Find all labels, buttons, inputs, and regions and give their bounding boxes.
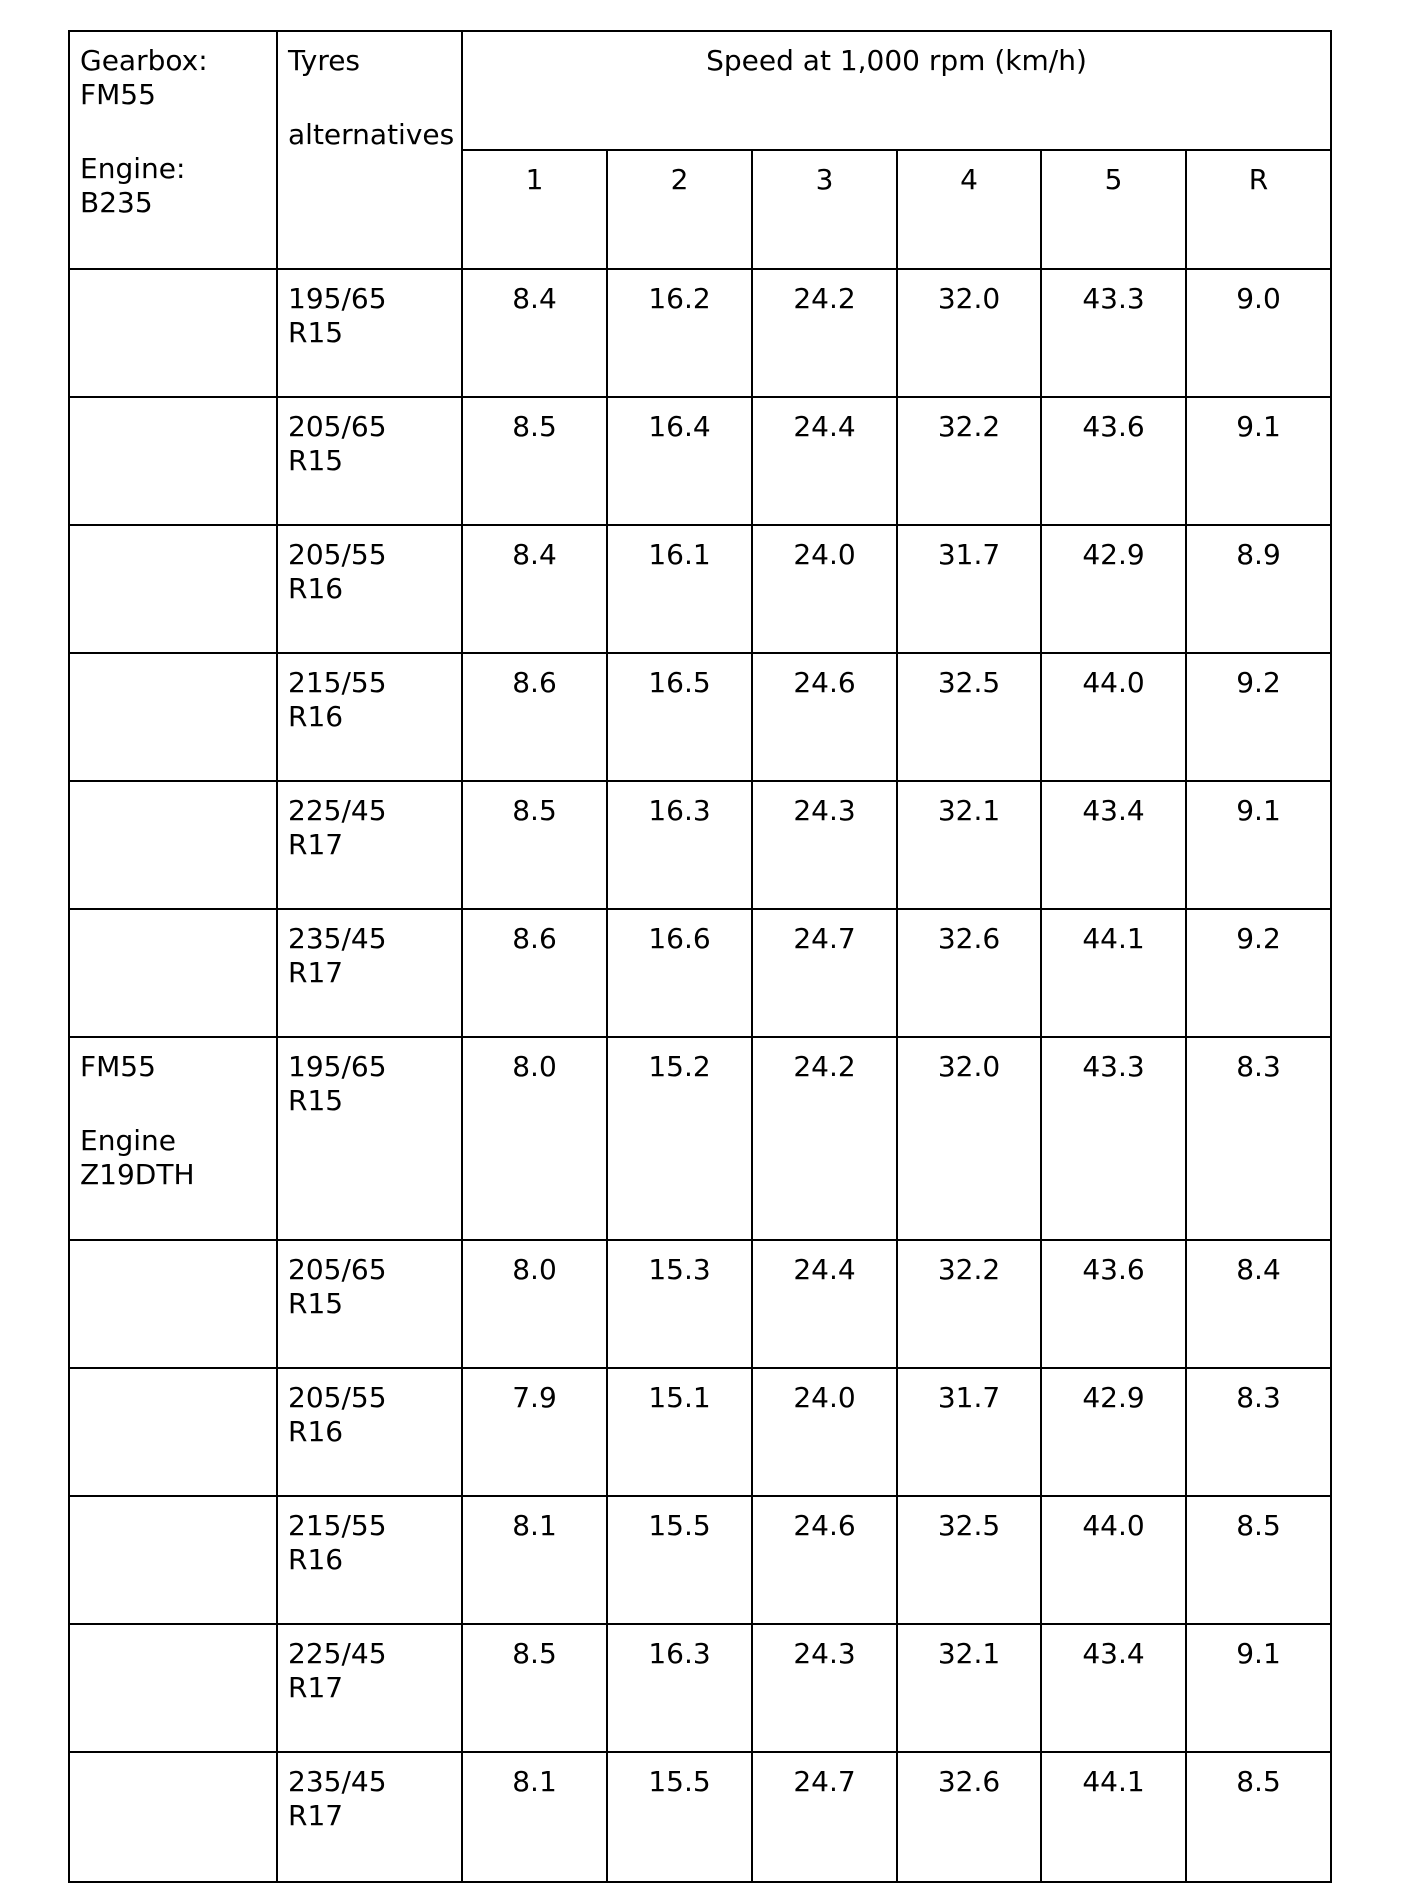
gearbox-engine-cell	[69, 1240, 277, 1368]
speed-gear-3: 24.4	[752, 397, 897, 525]
gear-header-r: R	[1186, 150, 1331, 269]
speed-gear-r: 8.5	[1186, 1496, 1331, 1624]
speed-gear-r: 9.1	[1186, 397, 1331, 525]
tyre-cell	[277, 269, 462, 397]
speed-gear-5: 44.0	[1041, 653, 1186, 781]
tyre-cell	[277, 909, 462, 1037]
tyres-header	[277, 31, 462, 269]
speed-gear-2: 16.3	[607, 781, 752, 909]
tyre-rim: R16	[288, 700, 344, 733]
speed-gear-r: 8.5	[1186, 1752, 1331, 1882]
tyre-size: 215/55	[288, 1509, 387, 1542]
tyre-size: 225/45	[288, 1637, 387, 1670]
speed-header: Speed at 1,000 rpm (km/h)	[462, 31, 1331, 150]
speed-gear-1: 8.0	[462, 1037, 607, 1240]
gearbox-engine-cell	[69, 269, 277, 397]
speed-gear-4: 32.2	[897, 1240, 1041, 1368]
speed-gear-1: 8.5	[462, 1624, 607, 1752]
table-row	[69, 397, 1331, 525]
speed-gear-3: 24.4	[752, 1240, 897, 1368]
table-row	[69, 781, 1331, 909]
tyre-cell	[277, 1496, 462, 1624]
tyre-cell	[277, 397, 462, 525]
tyre-rim: R15	[288, 316, 344, 349]
speed-gear-5: 43.4	[1041, 781, 1186, 909]
speed-gear-r: 8.4	[1186, 1240, 1331, 1368]
table-row	[69, 1240, 1331, 1368]
tyre-rim: R17	[288, 956, 344, 989]
speed-gear-3: 24.2	[752, 1037, 897, 1240]
gearbox-engine-cell	[69, 1752, 277, 1882]
tyre-rim: R17	[288, 1671, 344, 1704]
speed-gear-2: 16.1	[607, 525, 752, 653]
speed-gear-r: 9.1	[1186, 781, 1331, 909]
gearbox-engine-cell	[69, 397, 277, 525]
speed-gear-3: 24.3	[752, 781, 897, 909]
header-row	[69, 31, 1331, 150]
header-engine-label: Engine:	[80, 152, 186, 185]
table-row	[69, 525, 1331, 653]
tyre-rim: R17	[288, 1799, 344, 1832]
speed-gear-2: 15.5	[607, 1496, 752, 1624]
speed-gear-5: 43.4	[1041, 1624, 1186, 1752]
speed-gear-2: 15.2	[607, 1037, 752, 1240]
tyre-rim: R17	[288, 828, 344, 861]
gearbox-engine-cell	[69, 909, 277, 1037]
speed-gear-2: 16.3	[607, 1624, 752, 1752]
tyre-cell	[277, 653, 462, 781]
tyre-size: 205/65	[288, 1253, 387, 1286]
speed-gear-1: 8.1	[462, 1752, 607, 1882]
speed-gear-5: 43.6	[1041, 1240, 1186, 1368]
speed-gear-2: 15.3	[607, 1240, 752, 1368]
gear-header-4: 4	[897, 150, 1041, 269]
tyre-cell	[277, 525, 462, 653]
engine-value: Z19DTH	[80, 1158, 195, 1191]
table-row	[69, 653, 1331, 781]
speed-gear-3: 24.2	[752, 269, 897, 397]
tyre-size: 205/55	[288, 1381, 387, 1414]
tyre-size: 235/45	[288, 922, 387, 955]
tyre-cell	[277, 1624, 462, 1752]
speed-gear-2: 16.2	[607, 269, 752, 397]
speed-gear-r: 8.9	[1186, 525, 1331, 653]
speed-gear-1: 8.1	[462, 1496, 607, 1624]
table-row	[69, 1624, 1331, 1752]
speed-gear-4: 32.1	[897, 781, 1041, 909]
gear-header-2: 2	[607, 150, 752, 269]
tyre-size: 205/65	[288, 410, 387, 443]
gearbox-engine-cell	[69, 1368, 277, 1496]
speed-gear-2: 15.1	[607, 1368, 752, 1496]
header-engine-value: B235	[80, 186, 153, 219]
tyre-size: 195/65	[288, 1050, 387, 1083]
speed-gear-3: 24.0	[752, 525, 897, 653]
speed-gear-4: 32.5	[897, 653, 1041, 781]
tyre-size: 215/55	[288, 666, 387, 699]
speed-gear-4: 31.7	[897, 525, 1041, 653]
gear-header-3: 3	[752, 150, 897, 269]
header-alternatives-label: alternatives	[288, 118, 455, 151]
tyre-rim: R16	[288, 1543, 344, 1576]
speed-gear-5: 43.6	[1041, 397, 1186, 525]
speed-gear-5: 43.3	[1041, 269, 1186, 397]
table-row	[69, 1368, 1331, 1496]
tyre-size: 205/55	[288, 538, 387, 571]
speed-gear-2: 16.6	[607, 909, 752, 1037]
speed-gear-r: 9.2	[1186, 653, 1331, 781]
speed-table	[68, 30, 1332, 1883]
speed-gear-r: 8.3	[1186, 1037, 1331, 1240]
gearbox-engine-cell	[69, 525, 277, 653]
speed-gear-3: 24.0	[752, 1368, 897, 1496]
speed-gear-3: 24.3	[752, 1624, 897, 1752]
tyre-rim: R16	[288, 572, 344, 605]
header-tyres-label: Tyres	[288, 44, 361, 77]
speed-gear-1: 8.4	[462, 269, 607, 397]
tyre-cell	[277, 1037, 462, 1240]
tyre-cell	[277, 781, 462, 909]
gearbox-engine-cell	[69, 653, 277, 781]
table-row	[69, 269, 1331, 397]
gear-header-1: 1	[462, 150, 607, 269]
tyre-rim: R16	[288, 1415, 344, 1448]
speed-gear-4: 32.6	[897, 909, 1041, 1037]
tyre-rim: R15	[288, 444, 344, 477]
tyre-cell	[277, 1752, 462, 1882]
speed-gear-r: 9.2	[1186, 909, 1331, 1037]
speed-gear-2: 16.4	[607, 397, 752, 525]
speed-gear-1: 8.4	[462, 525, 607, 653]
tyre-rim: R15	[288, 1287, 344, 1320]
engine-label: Engine	[80, 1124, 176, 1157]
tyre-size: 195/65	[288, 282, 387, 315]
speed-gear-5: 42.9	[1041, 525, 1186, 653]
speed-gear-5: 42.9	[1041, 1368, 1186, 1496]
speed-gear-1: 7.9	[462, 1368, 607, 1496]
speed-gear-r: 8.3	[1186, 1368, 1331, 1496]
speed-gear-4: 32.5	[897, 1496, 1041, 1624]
speed-gear-3: 24.6	[752, 653, 897, 781]
speed-gear-1: 8.6	[462, 653, 607, 781]
speed-gear-4: 32.0	[897, 269, 1041, 397]
speed-gear-5: 44.1	[1041, 909, 1186, 1037]
tyre-cell	[277, 1240, 462, 1368]
tyre-cell	[277, 1368, 462, 1496]
gear-header-5: 5	[1041, 150, 1186, 269]
tyre-size: 225/45	[288, 794, 387, 827]
speed-gear-1: 8.6	[462, 909, 607, 1037]
table-row	[69, 1037, 1331, 1240]
gearbox-engine-cell	[69, 1037, 277, 1240]
header-gearbox-value: FM55	[80, 78, 156, 111]
speed-gear-2: 16.5	[607, 653, 752, 781]
table-row	[69, 1496, 1331, 1624]
speed-gear-3: 24.7	[752, 909, 897, 1037]
speed-gear-2: 15.5	[607, 1752, 752, 1882]
speed-gear-1: 8.5	[462, 397, 607, 525]
speed-gear-4: 32.0	[897, 1037, 1041, 1240]
gearbox-value: FM55	[80, 1050, 156, 1083]
tyre-rim: R15	[288, 1084, 344, 1117]
speed-gear-4: 32.6	[897, 1752, 1041, 1882]
gearbox-engine-cell	[69, 1624, 277, 1752]
speed-gear-1: 8.5	[462, 781, 607, 909]
speed-gear-4: 32.2	[897, 397, 1041, 525]
speed-gear-1: 8.0	[462, 1240, 607, 1368]
table-row	[69, 909, 1331, 1037]
speed-gear-5: 44.1	[1041, 1752, 1186, 1882]
speed-gear-5: 44.0	[1041, 1496, 1186, 1624]
speed-gear-4: 32.1	[897, 1624, 1041, 1752]
table-row	[69, 1752, 1331, 1882]
speed-gear-r: 9.1	[1186, 1624, 1331, 1752]
gearbox-engine-header	[69, 31, 277, 269]
speed-gear-5: 43.3	[1041, 1037, 1186, 1240]
gearbox-engine-cell	[69, 781, 277, 909]
tyre-size: 235/45	[288, 1765, 387, 1798]
speed-gear-r: 9.0	[1186, 269, 1331, 397]
header-gearbox-label: Gearbox:	[80, 44, 208, 77]
gearbox-engine-cell	[69, 1496, 277, 1624]
speed-gear-3: 24.6	[752, 1496, 897, 1624]
speed-gear-3: 24.7	[752, 1752, 897, 1882]
speed-gear-4: 31.7	[897, 1368, 1041, 1496]
